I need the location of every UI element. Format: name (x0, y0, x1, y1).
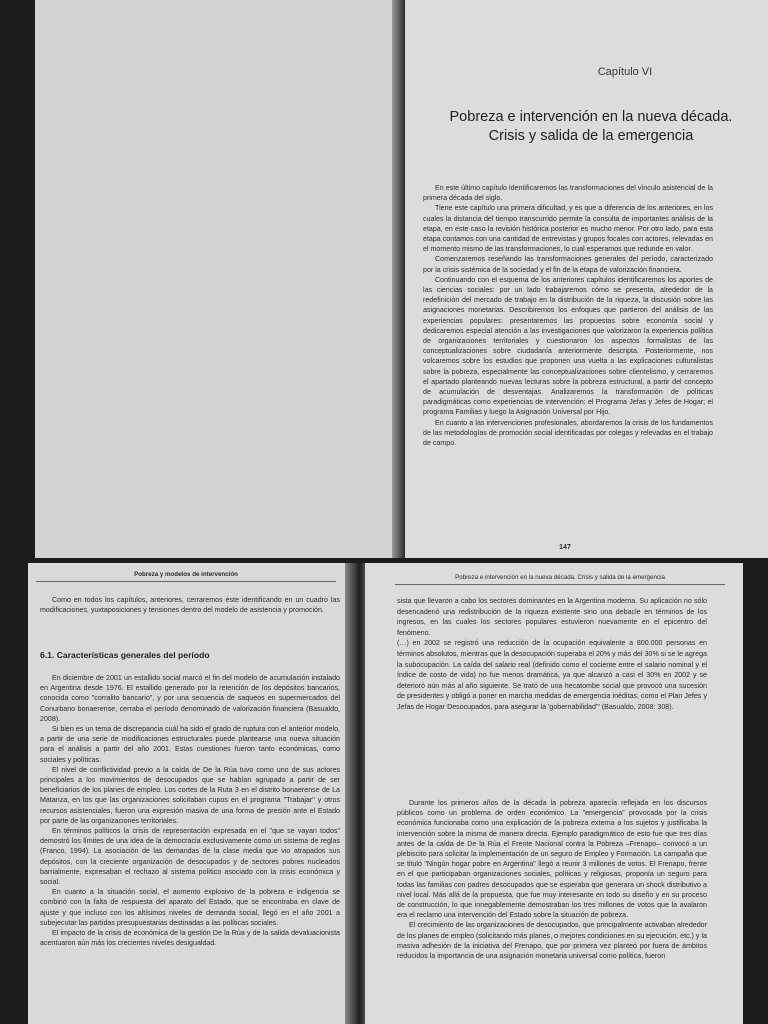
running-header: Pobreza e intervención en la nueva década. Crisis y salida de la emergencia (395, 574, 725, 585)
running-header: Pobreza y modelos de intervención (36, 571, 336, 582)
page-number: 147 (559, 544, 571, 551)
paragraph: Comenzaremos reseñando las transformaciones generales del período, caracterizado por la crisis sistémica de la sociedad y el fin de la etapa de valorización financiera. (423, 255, 713, 274)
page-149 (365, 563, 743, 1024)
paragraph: Continuando con el esquema de los anteriores capítulos identificaremos los aportes de las ciencias sociales: por un lado trabajaremos cómo se presenta, alrededor de la redefinición del mercado de trabajo en la distribución de la riqueza, la discusión sobre las asignaciones monetarias. Describiremos los enfoques que partieron del análisis de las experiencias populares: presentaremos las propuestas sobre economía social y dedicaremos especial atención a las investigaciones que valorizaron la experiencia política de organizaciones territoriales y cuestionaron los aspectos formalistas de las conceptualizaciones sobre ciudadanía anteriormente descripta. Posteriormente, nos volcaremos sobre los estudios que proponen una vuelta a las explicaciones culturalistas sobre la pobreza, especialmente las conceptualizaciones sobre clientelismo, y cerraremos el apartado planteando nuevas lecturas sobre la pobreza estructural, a partir del concepto de acumulación de desventajas. Analizaremos la transformación de políticas paradigmáticas como experiencias de intervención: el Programa Jefas y Jefes de Hogar; el programa Familias y luego la Asignación Universal por Hijo. (423, 275, 713, 417)
chapter-label: Capítulo VI (597, 66, 653, 78)
paragraph: En cuanto a la situación social, el aumento explosivo de la pobreza e indigencia se combinó con la falta de respuesta del aparato del Estado, que se encontraba en clave de ajuste y que incluso con los altísimos niveles de demanda social, llegó en el año 2001 a subejecutar las partidas presupuestarias destinadas a las políticas sociales. (40, 888, 340, 927)
page-147 (405, 0, 768, 558)
paragraph: En términos políticos la crisis de representación expresada en el "que se vayan todos" demostró los límites de una idea de la democracia exclusivamente como un sistema de reglas (Franco, 1994). La asociación de las demandas de la clase media que vio atrapados sus depósitos, con la creciente organización de desocupados y de sectores pobres nucleados barrialmente, expresaban el rechazo al sistema político asociado con la crisis económica y social. (40, 827, 340, 887)
page-147-body (423, 183, 713, 448)
chapter-title (417, 108, 765, 146)
chapter-title-line2: Crisis y salida de la emergencia (488, 128, 694, 144)
paragraph: En cuanto a las intervenciones profesionales, abordaremos la crisis de los fundamentos de las metodologías de promoción social identificadas por colegas y relevadas en el trabajo de campo. (423, 418, 713, 448)
page-148-intro (40, 595, 340, 615)
page-149-body (397, 798, 707, 961)
paragraph: Si bien es un tema de discrepancia cuál ha sido el grado de ruptura con el anterior modelo, a partir de una serie de modificaciones estructurales puede plantearse una nueva situación para el análisis a partir del año 2001. Estas cuestiones fueron tanto económicas, como sociales y políticas. (40, 725, 340, 764)
quote-paragraph: sista que llevaron a cabo los sectores dominantes en la Argentina moderna. Su aplicación no sólo desencadenó una redistribución de la riqueza existente sino una debacle en términos de los ingresos, en las cuales los sectores populares estuvieron nuevamente en el epicentro del fenómeno. (397, 597, 707, 637)
paragraph: En este último capítulo identificaremos las transformaciones del vínculo asistencial de la primera década del siglo. (423, 184, 713, 203)
paragraph: Tiene este capítulo una primera dificultad, y es que a diferencia de los anteriores, en los cuales la distancia del tiempo transcurrido permite la consulta de importantes análisis de la etapa, en este caso la revisión histórica posterior es mucho menor. Por otro lado, para esta etapa contamos con una cantidad de entrevistas y grupos focales con actores, relevadas en el momento mismo de las transformaciones, lo cual esperamos que redunde en valor. (423, 204, 713, 254)
chapter-title-line1: Pobreza e intervención en la nueva década. (449, 109, 733, 125)
paragraph: El impacto de la crisis de económica de la gestión De la Rúa y de la salida devaluacionista acentuaron aún más los crecientes niveles desigualdad. (40, 929, 340, 948)
paragraph: Durante los primeros años de la década la pobreza aparecía reflejada en los discursos públicos como un problema de orden económico. La "emergencia" provocada por la crisis económica funcionaba como una explicación de la pobreza externa a los sujetos y justificaba la intervención sobre la misma de manera directa. Ejemplo paradigmático de esto fue que tres días antes de la caída de De la Rúa el Frente Nacional contra la Pobreza –Frenapo– convocó a un plebiscito para solicitar la implementación de un seguro de Empleo y Formación. La campaña que se tituló "Ningún hogar pobre en Argentina" llegó a reunir 3 millones de votos. El Frenapo, frente en el que participaban organizaciones sociales, políticas y religiosas, proponía un seguro para todas las familias con padres desocupados que se esperaba que generara un shock distributivo a nivel local. Más allá de la propuesta, que fue muy interesante en todo su diseño y en su proceso de construcción, lo que innegablemente demostraban los tres millones de votos que la avalaron era el reclamo una intervención del Estado sobre la situación de pobreza. (397, 799, 707, 920)
paragraph: En diciembre de 2001 un estallido social marcó el fin del modelo de acumulación instalado en Argentina desde 1976. El estallido generado por la retención de los depósitos bancarios, conocida como "corralito bancario", y por una secuencia de saqueos en supermercados del Conurbano bonaerense, cerraba el período denominado de valorización financiera (Basualdo, 2008). (40, 674, 340, 723)
page-148-body (40, 673, 340, 948)
paragraph: El nivel de conflictividad previo a la caída de De la Rúa tuvo como uno de sus actores principales a los movimientos de desocupados que se habían agrupado a partir de ser beneficiarios de los planes de empleo. Los cortes de la Ruta 3 en el distrito bonaerense de La Matanza, en los que las organizaciones solicitaban cupos en el programa "Trabajar" y otros recursos asistenciales, fueron una expresión masiva de una forma de presión ante el Estado por parte de las organizaciones territoriales. (40, 765, 340, 825)
page-148 (28, 563, 350, 1024)
paragraph: Como en todos los capítulos, anteriores, cerraremos éste identificando en un cuadro las modificaciones, yuxtaposiciones y tensiones dentro del modelo de asistencia y promoción. (40, 596, 340, 615)
quote-paragraph: (…) en 2002 se registró una reducción de la ocupación equivalente a 800.000 personas en términos absolutos, mientras que la desocupación superaba el 20% y más del 30% si se le agrega la subocupación. La caída del salario real (definido como el cociente entre el salario nominal y el índice de costo de vida) no fue menos dramática, ya que alcanzó a casi el 30% en 2002 y se deterioró aún más al año siguiente. Se trató de una hecatombe social que provocó una sucesión de presidentes y obligó a poner en marcha medidas de emergencia inéditas, como el Plan Jefes y Jefas de Hogar Desocupados, para asegurar la 'gobernabilidad'" (Basualdo, 2008: 308). (397, 639, 707, 711)
section-title: 6.1. Características generales del período (40, 650, 210, 660)
blank-page-left (35, 0, 405, 558)
paragraph: El crecimiento de las organizaciones de desocupados, que principalmente activaban alrededor de los planes de empleo (solicitando más planes, o mejores condiciones en su ejecución, etc.) y la masiva adhesión de la iniciativa del Frenapo, que por primera vez planteó por fuera de ámbitos reducidos la importancia de una asignación monetaria universal como política, fueron (397, 921, 707, 961)
block-quote (397, 596, 707, 713)
